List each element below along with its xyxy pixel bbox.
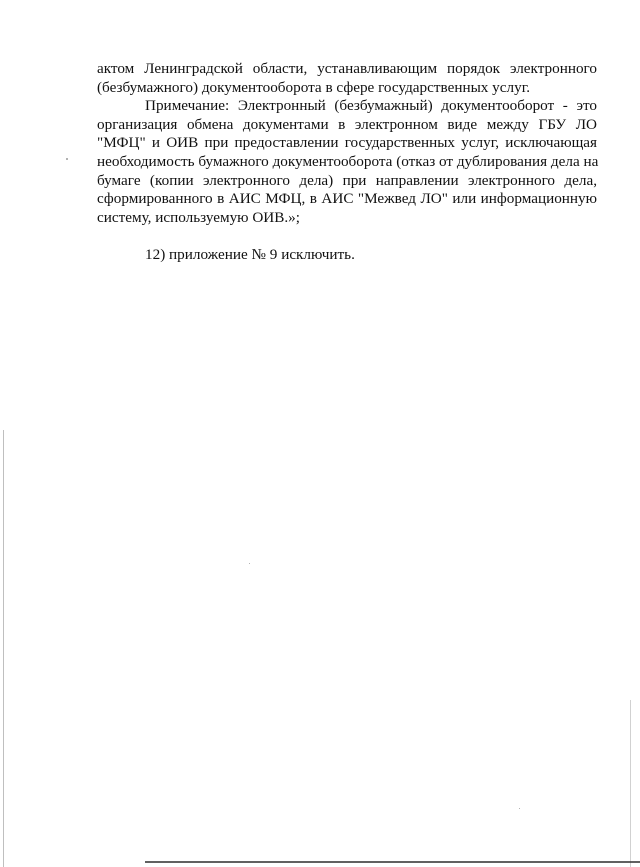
- paragraph-1-line-1: актом Ленинградской области, устанавливающим порядок электронного: [97, 60, 597, 77]
- scan-speck: [519, 808, 520, 809]
- note-line-1: Примечание: Электронный (безбумажный) документооборот - это: [145, 97, 597, 115]
- scan-edge-left: [3, 430, 4, 867]
- scan-bottom-edge: [145, 861, 640, 863]
- document-body: [97, 60, 597, 265]
- paragraph-1-line-2: (безбумажного) документооборота в сфере государственных услуг.: [97, 78, 531, 96]
- note-line-4: необходимость бумажного документооборота (отказ от дублирования дела на: [97, 152, 599, 170]
- note-line-6: сформированного в АИС МФЦ, в АИС "Межвед ЛО" или информационную: [97, 190, 597, 208]
- item-12-text: 12) приложение № 9 исключить.: [145, 246, 355, 264]
- note-line-2: организация обмена документами в электронном виде между ГБУ ЛО: [97, 115, 597, 133]
- scan-speck: [249, 563, 250, 564]
- note-line-5: бумаге (копии электронного дела) при направлении электронного дела,: [97, 171, 597, 189]
- note-line-7: систему, используемую ОИВ.»;: [97, 208, 300, 226]
- scan-edge-right: [630, 700, 631, 867]
- paragraph-gap: [97, 227, 597, 246]
- note-line-3: "МФЦ" и ОИВ при предоставлении государственных услуг, исключающая: [97, 134, 597, 152]
- scan-speck: [66, 158, 68, 160]
